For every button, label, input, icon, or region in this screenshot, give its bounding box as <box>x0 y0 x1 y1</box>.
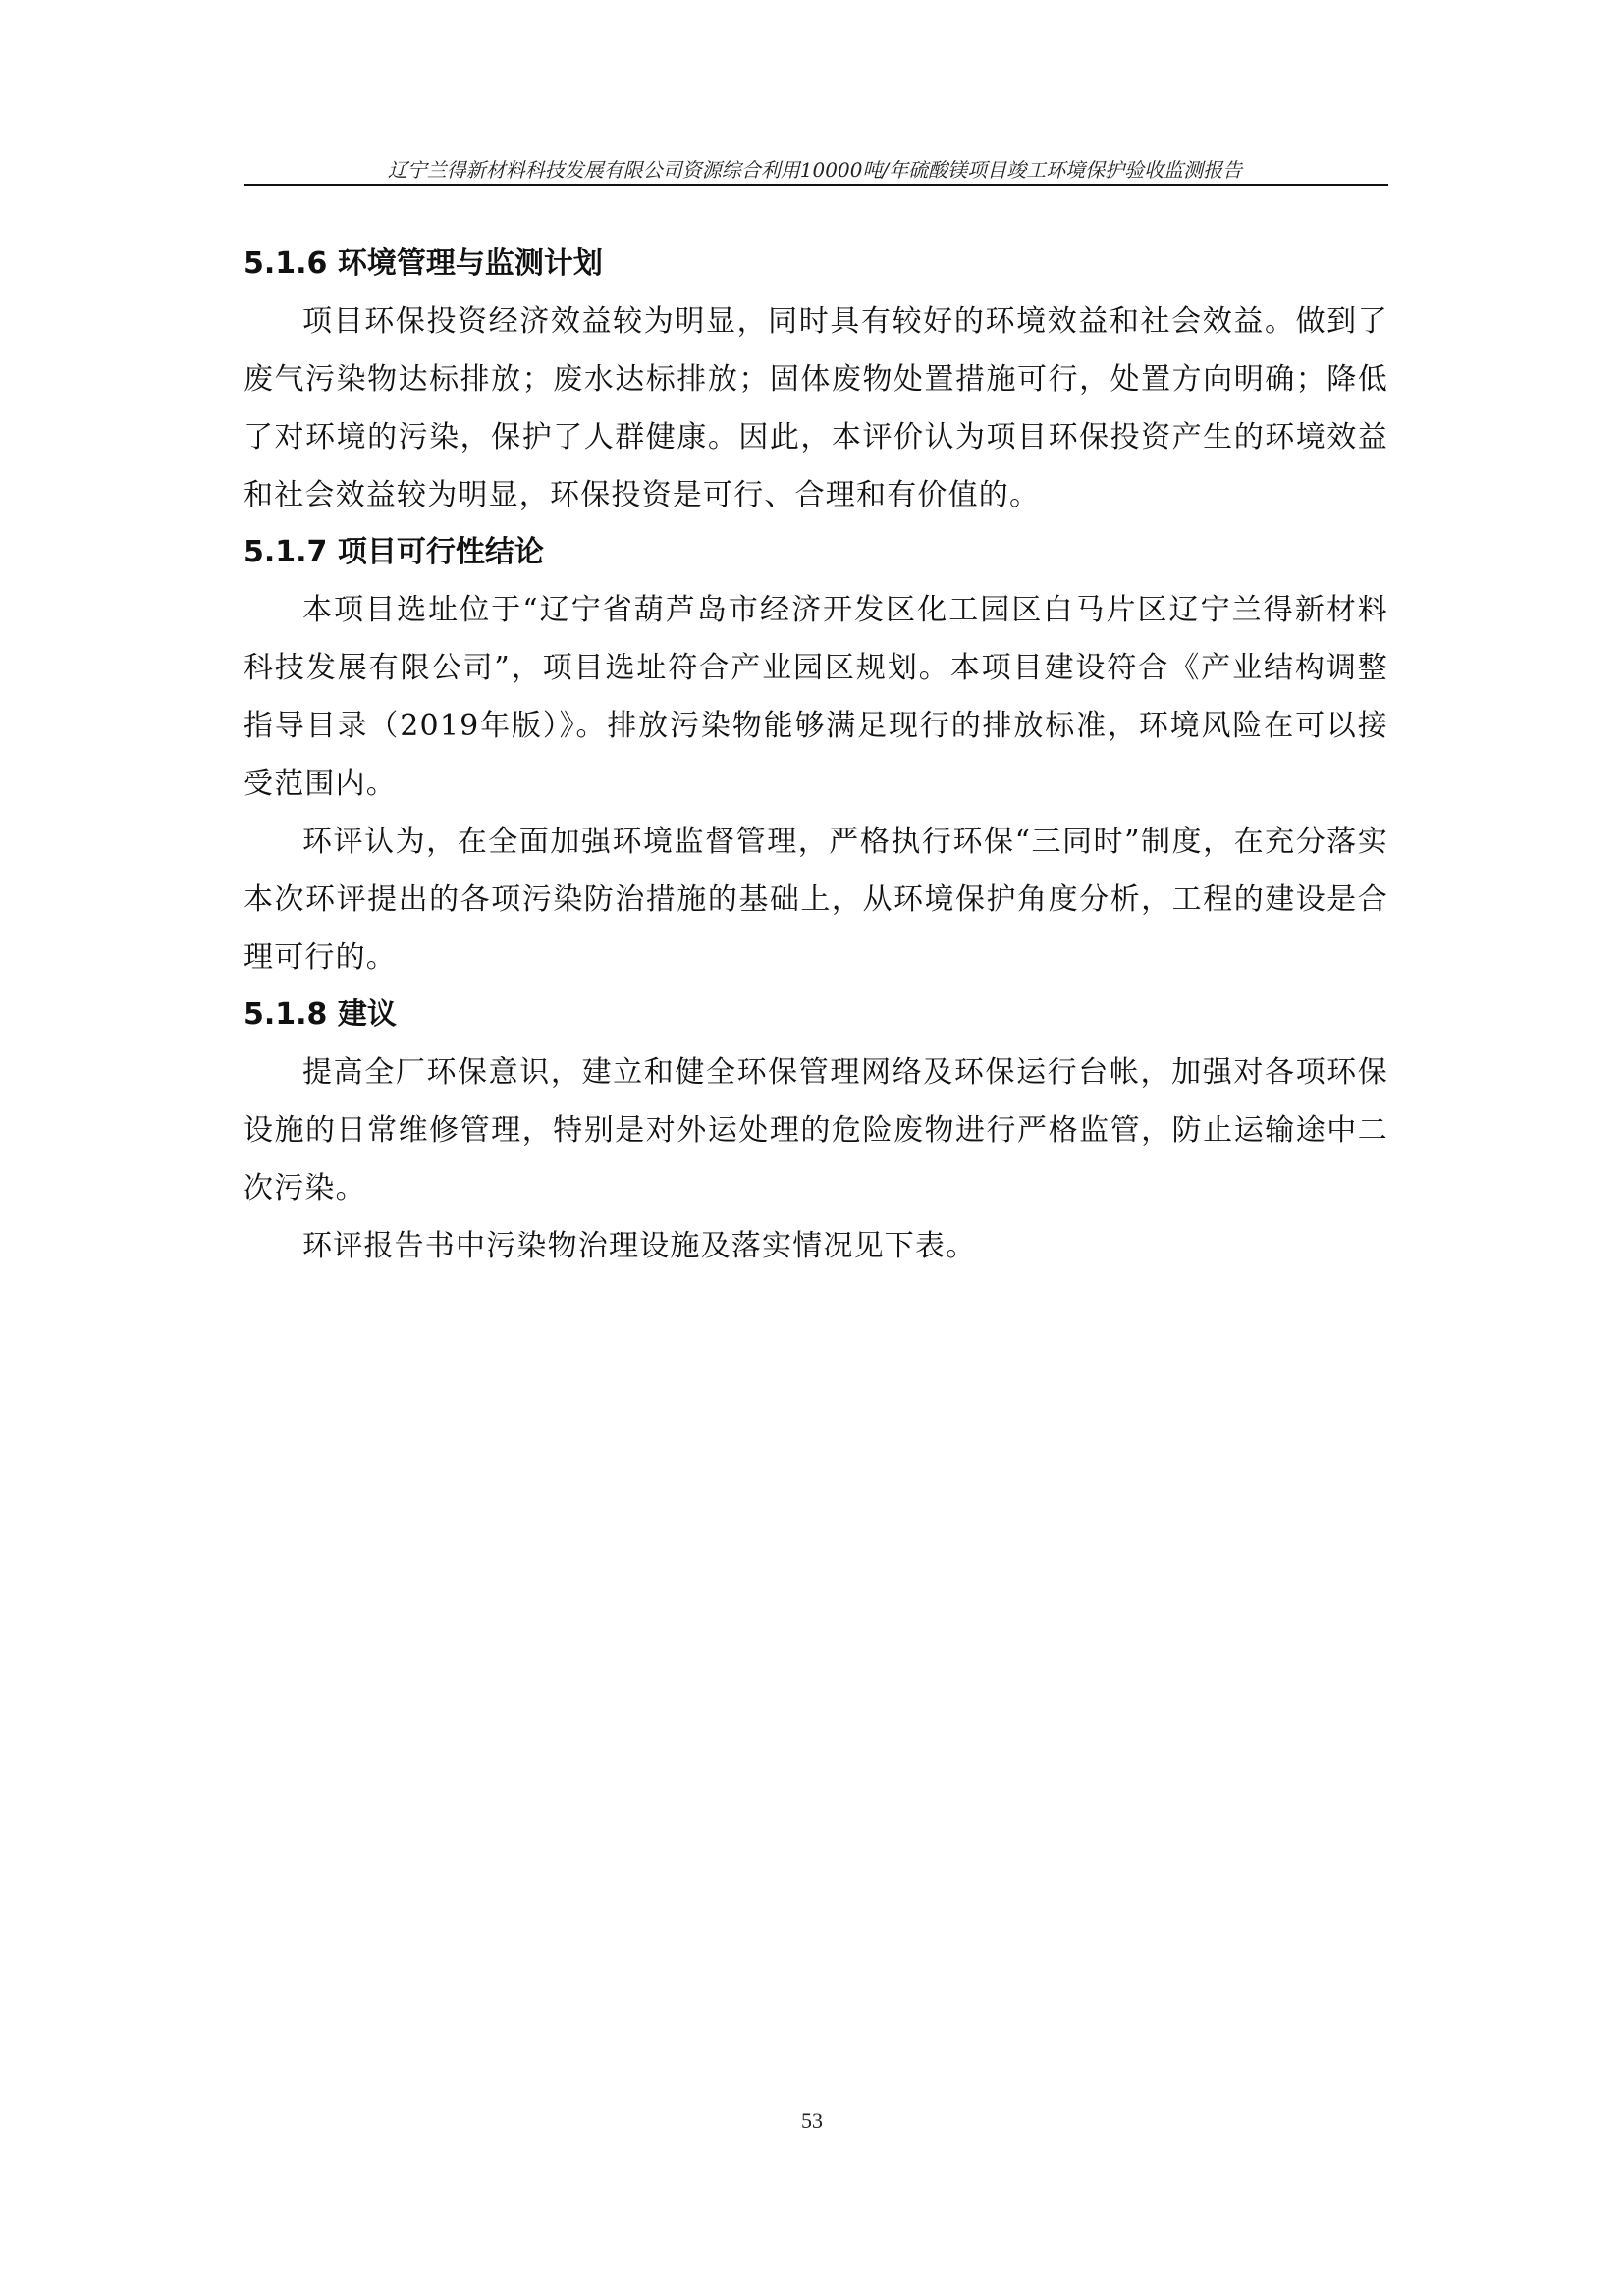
section-heading-5-1-6: 5.1.6 环境管理与监测计划 <box>244 246 603 281</box>
page-number: 53 <box>801 2109 823 2133</box>
paragraph: 提高全厂环保意识，建立和健全环保管理网络及环保运行台帐，加强对各项环保设施的日常维修管理，特别是对外运处理的危险废物进行严格监管，防止运输途中二次污染。 <box>244 1055 1388 1205</box>
section-heading-5-1-7: 5.1.7 项目可行性结论 <box>244 535 544 569</box>
paragraph: 环评报告书中污染物治理设施及落实情况见下表。 <box>302 1229 977 1263</box>
paragraph: 项目环保投资经济效益较为明显，同时具有较好的环境效益和社会效益。做到了废气污染物达标排放；废水达标排放；固体废物处置措施可行，处置方向明确；降低了对环境的污染，保护了人群健康。因此，本评价认为项目环保投资产生的环境效益和社会效益较为明显，环保投资是可行、合理和有价值的。 <box>244 304 1388 512</box>
paragraph: 本项目选址位于“辽宁省葫芦岛市经济开发区化工园区白马片区辽宁兰得新材料科技发展有限公司”，项目选址符合产业园区规划。本项目建设符合《产业结构调整指导目录（2019年版）》。排放污染物能够满足现行的排放标准，环境风险在可以接受范围内。 <box>244 593 1388 801</box>
header-divider <box>244 184 1388 186</box>
running-header: 辽宁兰得新材料科技发展有限公司资源综合利用10000吨/年硫酸镁项目竣工环境保护验收监测报告 <box>387 158 1243 182</box>
document-body <box>244 236 1388 1275</box>
section-heading-5-1-8: 5.1.8 建议 <box>244 997 397 1032</box>
paragraph: 环评认为，在全面加强环境监督管理，严格执行环保“三同时”制度，在充分落实本次环评提出的各项污染防治措施的基础上，从环境保护角度分析，工程的建设是合理可行的。 <box>244 825 1388 975</box>
